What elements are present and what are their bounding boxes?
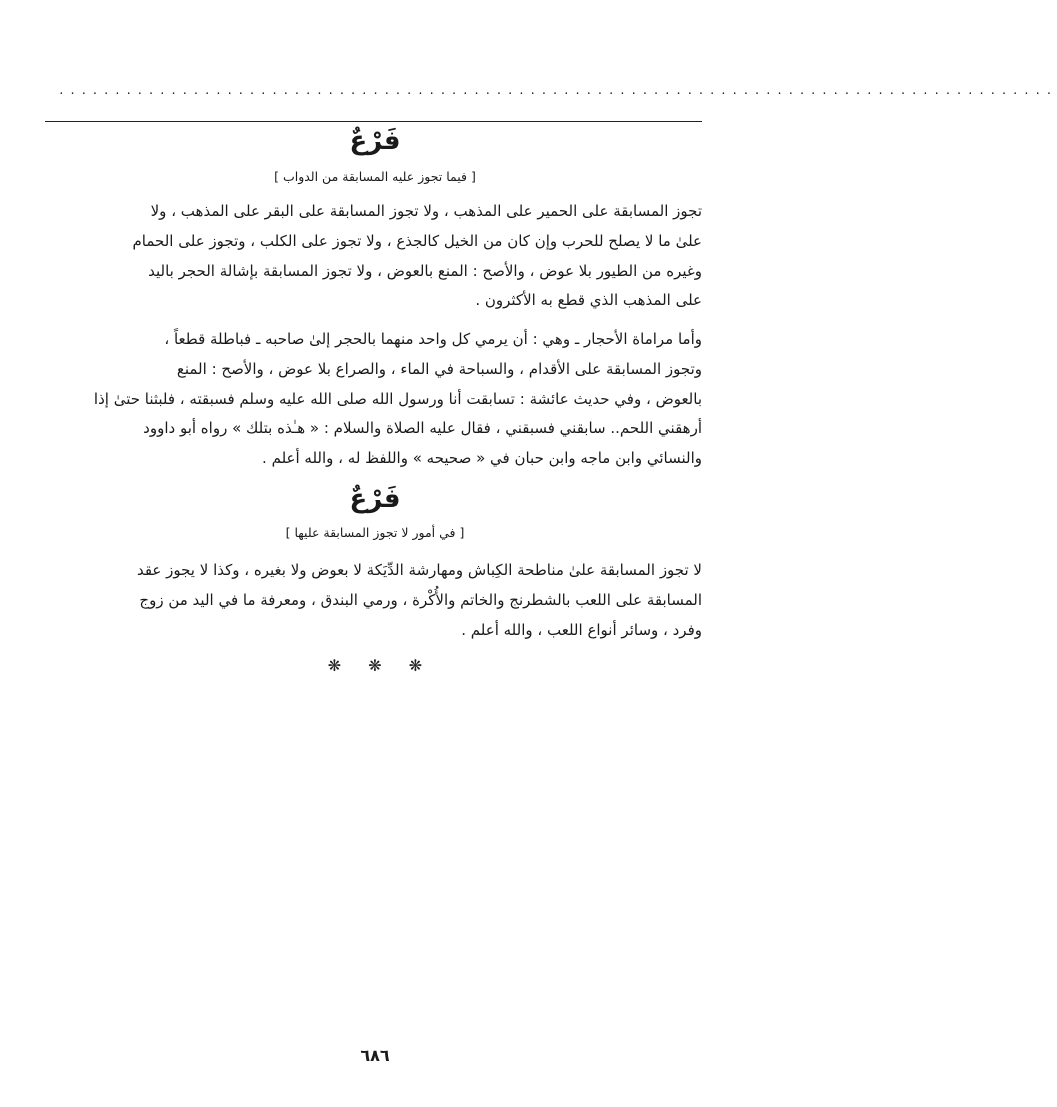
section-heading-far: فَرْعٌ: [349, 484, 401, 514]
text-line: وأما مراماة الأحجار ـ وهي : أن يرمي كل واحد منهما بالحجر إلىٰ صاحبه ـ فباطلة قطعاً ،: [164, 330, 702, 348]
text-line: تجوز المسابقة على الحمير على المذهب ، ولا تجوز المسابقة على البقر على المذهب ، ولا: [150, 202, 702, 220]
text-line: المسابقة على اللعب بالشطرنج والخاتم والأُكْرة ، ورمي البندق ، ومعرفة ما في اليد من زوج: [139, 590, 702, 609]
page-number: ٦٨٦: [360, 1046, 390, 1065]
header-dotted-line: .........................................................................................: [58, 84, 1057, 97]
text-line: على المذهب الذي قطع به الأكثرون .: [475, 291, 702, 310]
paragraph: [42, 325, 702, 474]
paragraph: [42, 197, 702, 316]
text-line: لا تجوز المسابقة علىٰ مناطحة الكِباش ومهارشة الدِّيَكة لا بعوض ولا بغيره ، وكذا لا يجوز عقد: [136, 561, 702, 579]
text-line: علىٰ ما لا يصلح للحرب وإن كان من الخيل كالجذع ، ولا تجوز على الكلب ، وتجوز على الحمام: [132, 231, 702, 250]
text-line: أرهقني اللحم.. سابقني فسبقني ، فقال عليه الصلاة والسلام : « هـٰذه بتلك » رواه أبو داوود: [143, 419, 702, 438]
section-heading-far: فَرْعٌ: [349, 126, 401, 156]
text-line: وتجوز المسابقة على الأقدام ، والسباحة في الماء ، والصراع بلا عوض ، والأصح : المنع: [176, 359, 702, 378]
text-line: والنسائي وابن ماجه وابن حبان في « صحيحه » واللفظ له ، والله أعلم .: [262, 449, 702, 468]
paragraph: [42, 556, 702, 645]
section-separator-stars: ❋ ❋ ❋: [327, 656, 423, 675]
section-subtitle: [ في أمور لا تجوز المسابقة عليها ]: [285, 525, 465, 540]
text-line: وفرد ، وسائر أنواع اللعب ، والله أعلم .: [461, 620, 702, 639]
header-rule: [45, 121, 702, 122]
text-line: وغيره من الطيور بلا عوض ، والأصح : المنع بالعوض ، ولا تجوز المسابقة بإشالة الحجر باليد: [148, 261, 702, 280]
text-line: بالعوض ، وفي حديث عائشة : تسابقت أنا ورسول الله صلى الله عليه وسلم فسبقته ، فلبثنا حتىٰ إذا: [93, 389, 702, 408]
section-subtitle: [ فيما تجوز عليه المسابقة من الدواب ]: [274, 169, 476, 184]
